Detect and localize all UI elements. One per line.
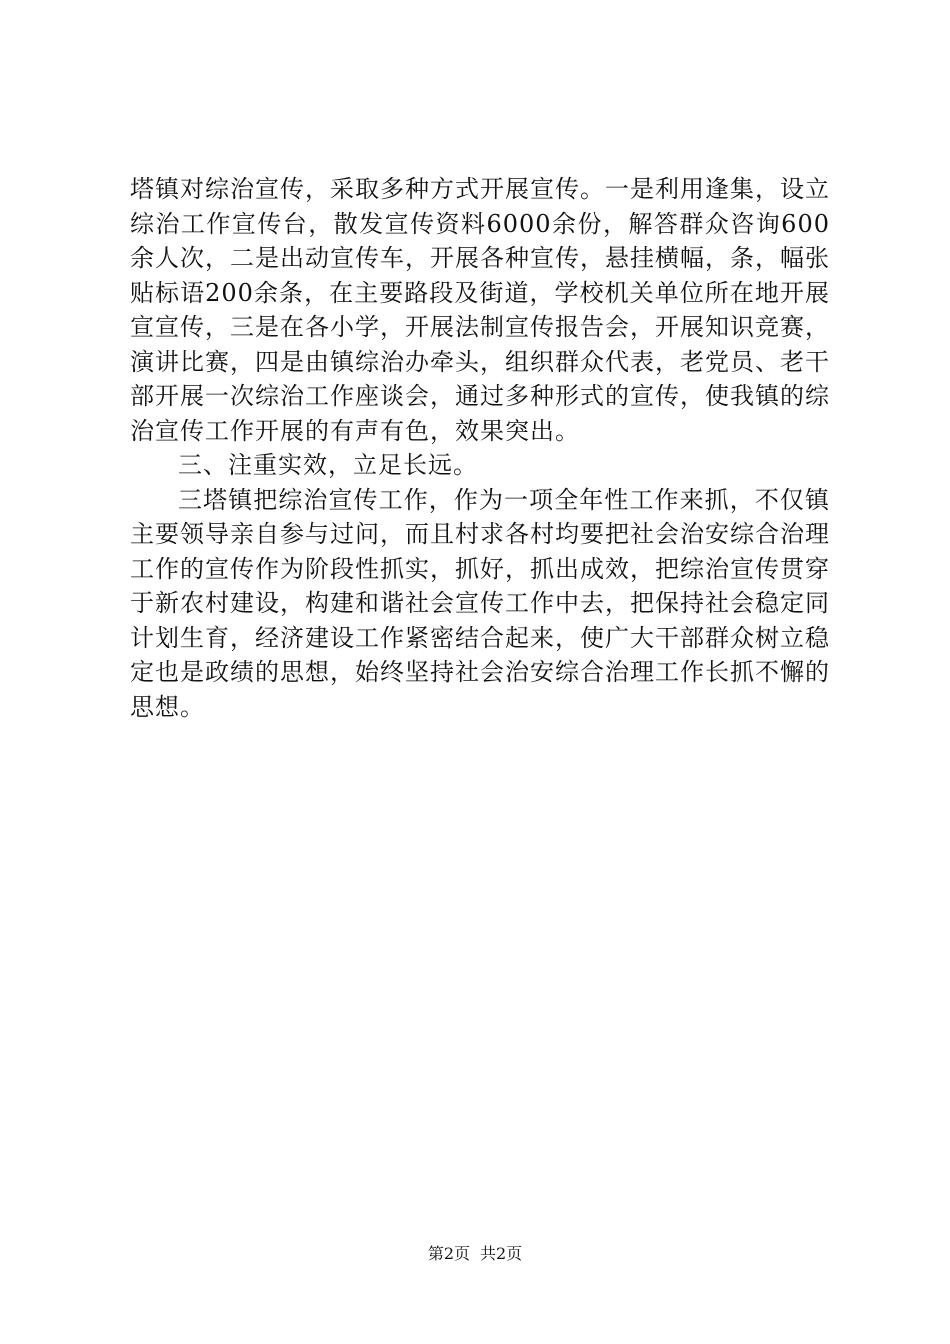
paragraph-publicity-methods: 塔镇对综治宣传，采取多种方式开展宣传。一是利用逢集，设立综治工作宣传台，散发宣传资料6000余份，解答群众咨询600余人次，二是出动宣传车，开展各种宣传，悬挂横幅，条，幅张贴标语200余条，在主要路段及街道，学校机关单位所在地开展宣宣传，三是在各小学，开展法制宣传报告会，开展知识竞赛，演讲比赛，四是由镇综治办牵头，组织群众代表，老党员、老干部开展一次综治工作座谈会，通过多种形式的宣传，使我镇的综治宣传工作开展的有声有色，效果突出。 xyxy=(130,175,830,445)
page-number: 第2页 xyxy=(427,1244,470,1263)
page-footer xyxy=(0,1244,950,1264)
page-total: 共2页 xyxy=(480,1244,523,1263)
document-body xyxy=(130,172,830,724)
section-heading-three: 三、注重实效，立足长远。 xyxy=(178,451,478,479)
paragraph-long-term-work: 三塔镇把综治宣传工作，作为一项全年性工作来抓，不仅镇主要领导亲自参与过问，而且村求各村均要把社会治安综合治理工作的宣传作为阶段性抓实，抓好，抓出成效，把综治宣传贯穿于新农村建设，构建和谐社会宣传工作中去，把保持社会稳定同计划生育，经济建设工作紧密结合起来，使广大干部群众树立稳定也是政绩的思想，始终坚持社会治安综合治理工作长抓不懈的思想。 xyxy=(130,485,830,721)
